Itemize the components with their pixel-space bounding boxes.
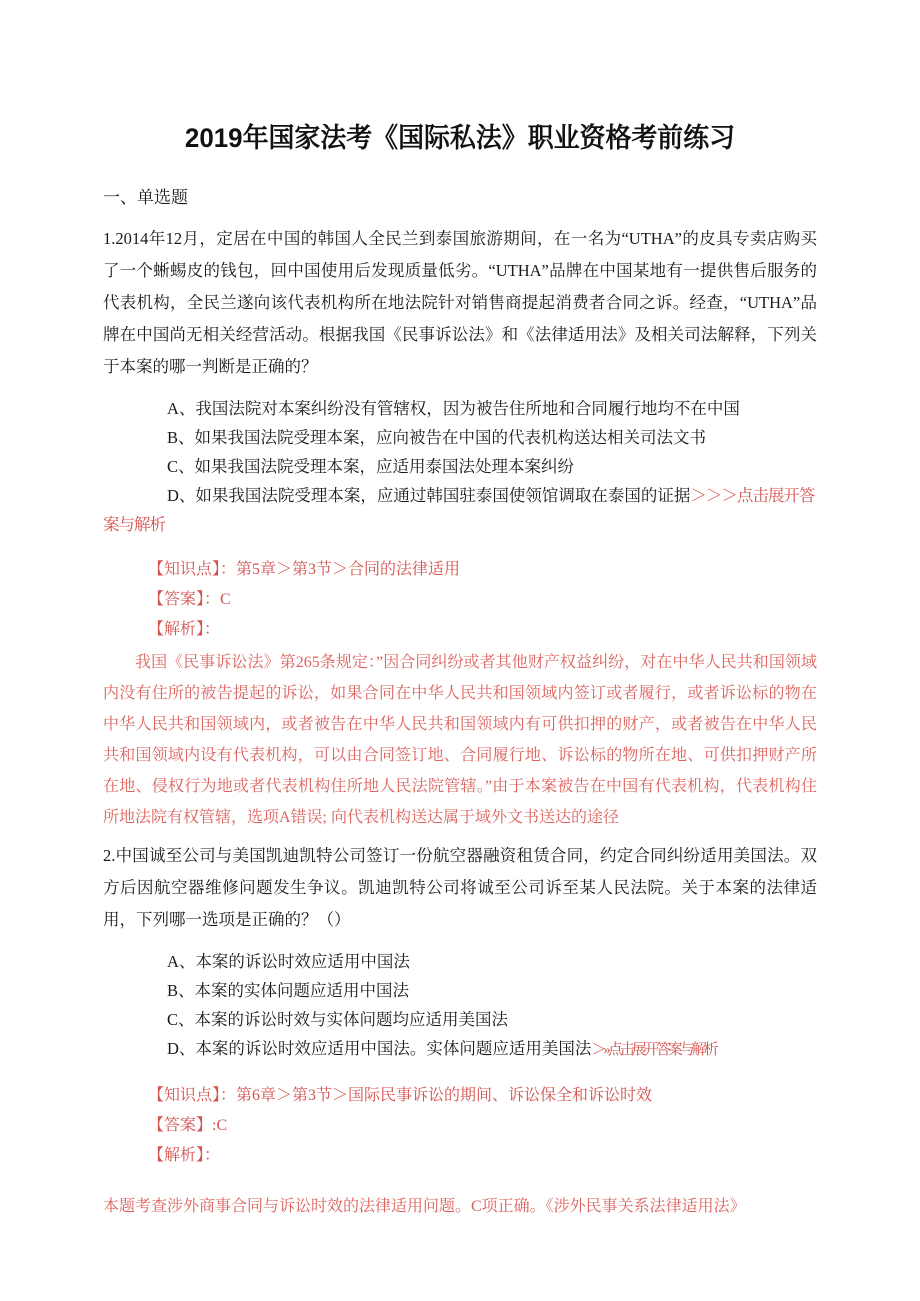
option-1-c[interactable]: C、如果我国法院受理本案，应适用泰国法处理本案纠纷 <box>167 457 575 476</box>
analysis-paragraph-2: 本题考查涉外商事合同与诉讼时效的法律适用问题。C项正确。《涉外民事关系法律适用法》 <box>103 1198 746 1215</box>
expand-answer-link-2[interactable]: ＞»点击展开答案与解析 <box>591 1042 716 1058</box>
question-2-options <box>103 936 817 1065</box>
knowledge-point-value-1: 第5章＞第3节＞合同的法律适用 <box>236 561 461 578</box>
option-1-b[interactable]: B、如果我国法院受理本案，应向被告在中国的代表机构送达相关司法文书 <box>167 428 707 447</box>
document-content <box>103 0 817 1222</box>
option-2-c[interactable]: C、本案的诉讼时效与实体问题均应适用美国法 <box>167 1010 509 1029</box>
option-1-d[interactable] <box>103 481 817 539</box>
analysis-label-text-2: 【解析】： <box>148 1147 221 1164</box>
option-2-d-text: D、本案的诉讼时效应适用中国法。实体问题应适用美国法 <box>167 1039 592 1058</box>
knowledge-point-value-2: 第6章＞第3节＞国际民事诉讼的期间、诉讼保全和诉讼时效 <box>236 1087 653 1104</box>
section-heading-single-choice: 一、单选题 <box>103 188 188 207</box>
question-1-options <box>103 383 817 539</box>
analysis-paragraph-1: 我国《民事诉讼法》第265条规定：”因合同纠纷或者其他财产权益纠纷，对在中华人民共和国领域内没有住所的被告提起的诉讼，如果合同在中华人民共和国领域内签订或者履行，或者诉讼标的物在中华人民共和国领域内，或者被告在中华人民共和国领域内有可供扣押的财产，或者被告在中华人民共和国领域内设有代表机构，可以由合同签订地、合同履行地、诉讼标的物所在地、可供扣押财产所在地、侵权行为地或者代表机构住所地人民法院管辖。”由于本案被告在中国有代表机构，代表机构住所地法院有权管辖，选项A错误; 向代表机构送达属于域外文书送达的途径 <box>103 654 817 826</box>
analysis-label-text-1: 【解析】： <box>148 621 221 638</box>
question-1-stem: 1.2014年12月，定居在中国的韩国人全民兰到泰国旅游期间，在一名为“UTHA”的皮具专卖店购买了一个蜥蜴皮的钱包，回中国使用后发现质量低劣。“UTHA”品牌在中国某地有一提供售后服务的代表机构，全民兰遂向该代表机构所在地法院针对销售商提起消费者合同之诉。经查，“UTHA”品牌在中国尚无相关经营活动。根据我国《民事诉讼法》和《法律适用法》及相关司法解释，下列关于本案的哪一判断是正确的？ <box>103 229 817 376</box>
analysis-label-1 <box>103 615 817 645</box>
option-2-a[interactable]: A、本案的诉讼时效应适用中国法 <box>167 952 410 971</box>
option-2-b[interactable]: B、本案的实体问题应适用中国法 <box>167 981 410 1000</box>
knowledge-point-label-1: 【知识点】： <box>148 561 237 578</box>
knowledge-point-line-1 <box>103 555 817 585</box>
question-block-1 <box>103 210 817 833</box>
page-title: 2019年国家法考《国际私法》职业资格考前练习 <box>184 123 736 153</box>
answer-value-1: C <box>220 591 231 608</box>
answer-block-2 <box>103 1065 817 1222</box>
knowledge-point-line-2 <box>103 1081 817 1111</box>
answer-line-2 <box>103 1111 817 1141</box>
question-2-stem: 2.中国诚至公司与美国凯迪凯特公司签订一份航空器融资租赁合同，约定合同纠纷适用美国法。双方后因航空器维修问题发生争议。凯迪凯特公司将诚至公司诉至某人民法院。关于本案的法律适用，下列哪一选项是正确的？（） <box>103 846 817 929</box>
question-block-2 <box>103 833 817 1222</box>
option-1-d-text: D、如果我国法院受理本案，应通过韩国驻泰国使领馆调取在泰国的证据 <box>167 486 691 505</box>
answer-label-1: 【答案】： <box>148 591 221 608</box>
answer-value-2: C <box>216 1117 228 1134</box>
answer-block-1 <box>103 539 817 833</box>
option-2-d[interactable] <box>103 1034 817 1065</box>
answer-label-2: 【答案】: <box>148 1117 217 1134</box>
option-1-a[interactable]: A、我国法院对本案纠纷没有管辖权，因为被告住所地和合同履行地均不在中国 <box>167 399 740 418</box>
answer-line-1 <box>103 585 817 615</box>
knowledge-point-label-2: 【知识点】： <box>148 1087 237 1104</box>
expand-answer-link-1[interactable]: ＞＞＞点击展开答案与解析 <box>103 486 815 534</box>
analysis-label-2 <box>103 1141 817 1171</box>
